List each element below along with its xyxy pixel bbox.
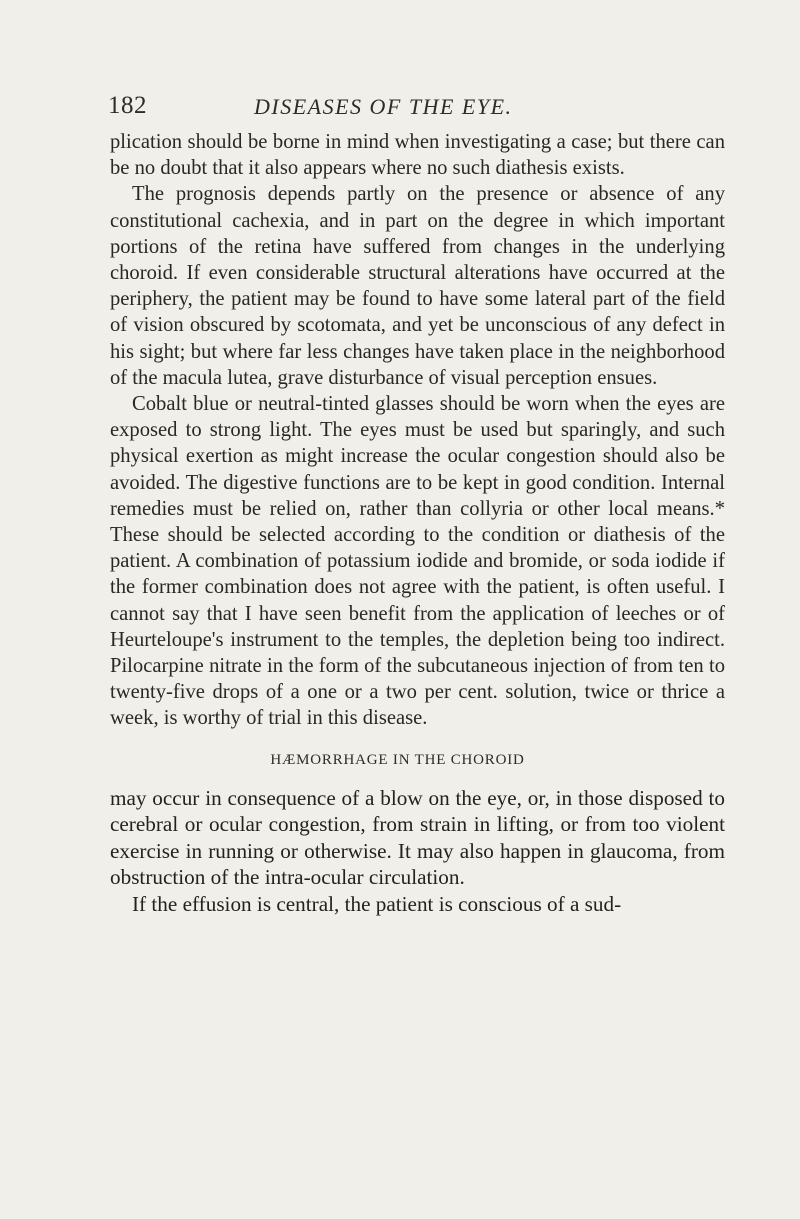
section-heading: HÆMORRHAGE IN THE CHOROID [270, 751, 525, 768]
running-head [92, 92, 712, 128]
paragraph-haemorrhage-effusion: If the effusion is central, the patient is conscious of a sud- [132, 892, 622, 917]
paragraph-treatment: Cobalt blue or neutral-tinted glasses should be worn when the eyes are exposed to strong light. The eyes must be used but sparingly, and such physical exertion as might increase the ocular congestion should also be avoided. The digestive functions are to be kept in good condition. Internal remedies must be relied on, rather than collyria or other local means.* These should be selected according to the condition or diathesis of the patient. A combination of potassium iodide and bromide, or soda iodide if the former combination does not agree with the patient, is often useful. I cannot say that I have seen benefit from the application of leeches or of Heurteloupe's instrument to the temples, the depletion being too indirect. Pilocarpine nitrate in the form of the subcutaneous injection of from ten to twenty-five drops of a one or a two per cent. solution, twice or thrice a week, is worthy of trial in this disease. [110, 393, 725, 730]
body-text [110, 129, 725, 918]
running-title: DISEASES OF THE EYE. [254, 94, 513, 119]
paragraph-prognosis: The prognosis depends partly on the presence or absence of any constitutional cachexia, and in part on the degree in which important portions of the retina have suffered from changes in the underlying choroid. If even considerable structural alterations have occurred at the periphery, the patient may be found to have some lateral part of the field of vision obscured by scotomata, and yet be unconscious of any defect in his sight; but where far less changes have taken place in the neighborhood of the macula lutea, grave disturbance of visual perception ensues. [110, 183, 725, 389]
paragraph-continuation: plication should be borne in mind when investigating a case; but there can be no doubt that it also appears where no such diathesis exists. [110, 131, 725, 180]
page-number: 182 [108, 92, 147, 119]
paragraph-haemorrhage-causes: may occur in consequence of a blow on the eye, or, in those disposed to cerebral or ocular congestion, from strain in lifting, or from too violent exercise in running or otherwise. It may also happen in glaucoma, from obstruction of the intra-ocular circulation. [110, 785, 725, 890]
